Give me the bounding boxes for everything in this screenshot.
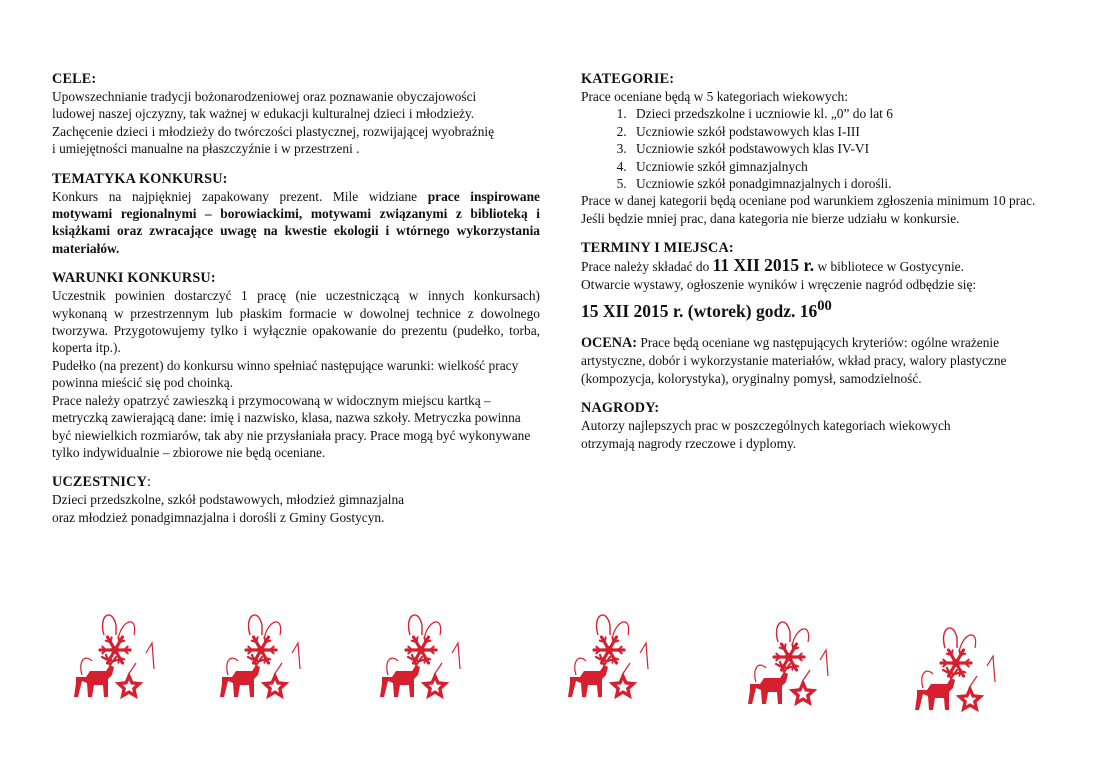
event-time-minutes: 00 xyxy=(817,298,832,315)
ocena-criteria: Prace będą oceniane wg następujących kryteriów: ogólne wrażenie artystyczne, dobór i wykorzystanie materiałów, wkład pracy, walory plastyczne (kompozycja, kolorystyka), oryginalny pomysł, samodzielność. xyxy=(581,334,1007,386)
warunki-heading: WARUNKI KONKURSU: xyxy=(52,270,216,287)
christmas-ornament-icon xyxy=(556,605,656,725)
ornament-row xyxy=(0,600,1108,730)
kategorie-intro: Prace oceniane będą w 5 kategoriach wiekowych: xyxy=(581,89,848,104)
list-item: 4. Uczniowie szkół gimnazjalnych xyxy=(630,158,1046,175)
ocena-heading: OCENA: xyxy=(581,334,637,351)
uczestnicy-heading xyxy=(52,473,540,491)
warunki-paragraph-2: Pudełko (na prezent) do konkursu winno spełniać następujące warunki: wielkość pracy powinna mieścić się pod choinką. xyxy=(52,357,519,391)
uczestnicy-heading-text: UCZESTNICY xyxy=(52,474,148,491)
uczestnicy-heading-colon: : xyxy=(147,474,152,491)
christmas-ornament-icon xyxy=(62,605,162,725)
event-date-text: 15 XII 2015 r. (wtorek) godz. 16 xyxy=(581,300,818,321)
list-item: 2. Uczniowie szkół podstawowych klas I-III xyxy=(630,123,1046,140)
tematyka-heading: TEMATYKA KONKURSU: xyxy=(52,170,228,187)
warunki-paragraph-3: Prace należy opatrzyć zawieszką i przymocowaną w widocznym miejscu kartką – metryczką zawierającą dane: imię i nazwisko, klasa, nazwa szkoły. Metryczka powinna być niewielkich rozmiarów, tak aby nie przysłaniała pracy. Prace mogą być wykonywane tylko indywidualnie – zbiorowe nie będą oceniane. xyxy=(52,392,531,460)
kategorie-heading: KATEGORIE: xyxy=(581,71,675,87)
right-column xyxy=(581,70,1046,464)
christmas-ornament-icon xyxy=(903,618,1003,738)
kategorie-outro: Prace w danej kategorii będą oceniane pod warunkiem zgłoszenia minimum 10 prac. Jeśli będzie mniej prac, dana kategoria nie bierze udziału w konkursie. xyxy=(581,193,1036,226)
list-item: 3. Uczniowie szkół podstawowych klas IV-VI xyxy=(630,140,1046,157)
list-item: 1. Dzieci przedszkolne i uczniowie kl. „0” do lat 6 xyxy=(630,105,1046,122)
left-column xyxy=(52,70,540,538)
section-nagrody xyxy=(581,399,1046,452)
warunki-paragraph-1: Uczestnik powinien dostarczyć 1 pracę (nie uczestniczącą w innych konkursach) wykonaną w przestrzennym lub płaskim formacie w dowolnej technice z dowolnego tworzywa. Przygotowujemy tylko i wyłącznie opakowanie do prezentu (pudełko, torba, koperta itp.). xyxy=(52,288,540,356)
section-cele xyxy=(52,70,540,158)
ocena-text xyxy=(581,334,1046,387)
section-tematyka xyxy=(52,170,540,258)
section-warunki xyxy=(52,269,540,461)
tematyka-text xyxy=(52,188,540,258)
terminy-opening: Otwarcie wystawy, ogłoszenie wyników i wręczenie nagród odbędzie się: xyxy=(581,276,977,292)
nagrody-heading: NAGRODY: xyxy=(581,400,660,417)
deadline-date: 11 XII 2015 r. xyxy=(712,255,815,276)
terminy-deadline-post: w bibliotece w Gostycynie. xyxy=(814,259,964,275)
terminy-deadline xyxy=(581,257,1046,275)
nagrody-line: Autorzy najlepszych prac w poszczególnych kategoriach wiekowych xyxy=(581,418,951,434)
section-ocena xyxy=(581,334,1046,387)
cele-line: Zachęcenie dzieci i młodzieży do twórczości plastycznej, rozwijającej wyobraźnię xyxy=(52,123,495,139)
christmas-ornament-icon xyxy=(208,605,308,725)
cele-line: i umiejętności manualne na płaszczyźnie i w przestrzeni . xyxy=(52,141,360,157)
tematyka-bold-text: prace inspirowane motywami regionalnymi – borowiackimi, motywami związanymi z biblioteką i książkami oraz zwracające uwagę na kwestie ekologii i wtórnego wykorzystania materiałów. xyxy=(52,188,540,256)
cele-line: ludowej naszej ojczyzny, tak ważnej w edukacji kulturalnej dzieci i młodzieży. xyxy=(52,106,475,122)
christmas-ornament-icon xyxy=(736,612,836,732)
uczestnicy-line: Dzieci przedszkolne, szkół podstawowych, młodzież gimnazjalna xyxy=(52,492,405,508)
tematyka-intro: Konkurs na najpiękniej zapakowany prezent. Mile widziane xyxy=(52,188,428,204)
christmas-ornament-icon xyxy=(368,605,468,725)
event-date xyxy=(581,295,1046,322)
list-item: 5. Uczniowie szkół ponadgimnazjalnych i dorośli. xyxy=(630,175,1046,192)
terminy-deadline-pre: Prace należy składać do xyxy=(581,259,713,275)
uczestnicy-line: oraz młodzież ponadgimnazjalna i dorośli z Gminy Gostycyn. xyxy=(52,509,385,525)
cele-heading: CELE: xyxy=(52,71,97,87)
nagrody-line: otrzymają nagrody rzeczowe i dyplomy. xyxy=(581,435,797,451)
section-kategorie xyxy=(581,70,1046,227)
section-terminy xyxy=(581,239,1046,322)
section-uczestnicy xyxy=(52,473,540,526)
cele-line: Upowszechnianie tradycji bożonarodzeniowej oraz poznawanie obyczajowości xyxy=(52,89,477,104)
terminy-heading: TERMINY I MIEJSCA: xyxy=(581,240,734,257)
kategorie-list xyxy=(581,105,1046,192)
